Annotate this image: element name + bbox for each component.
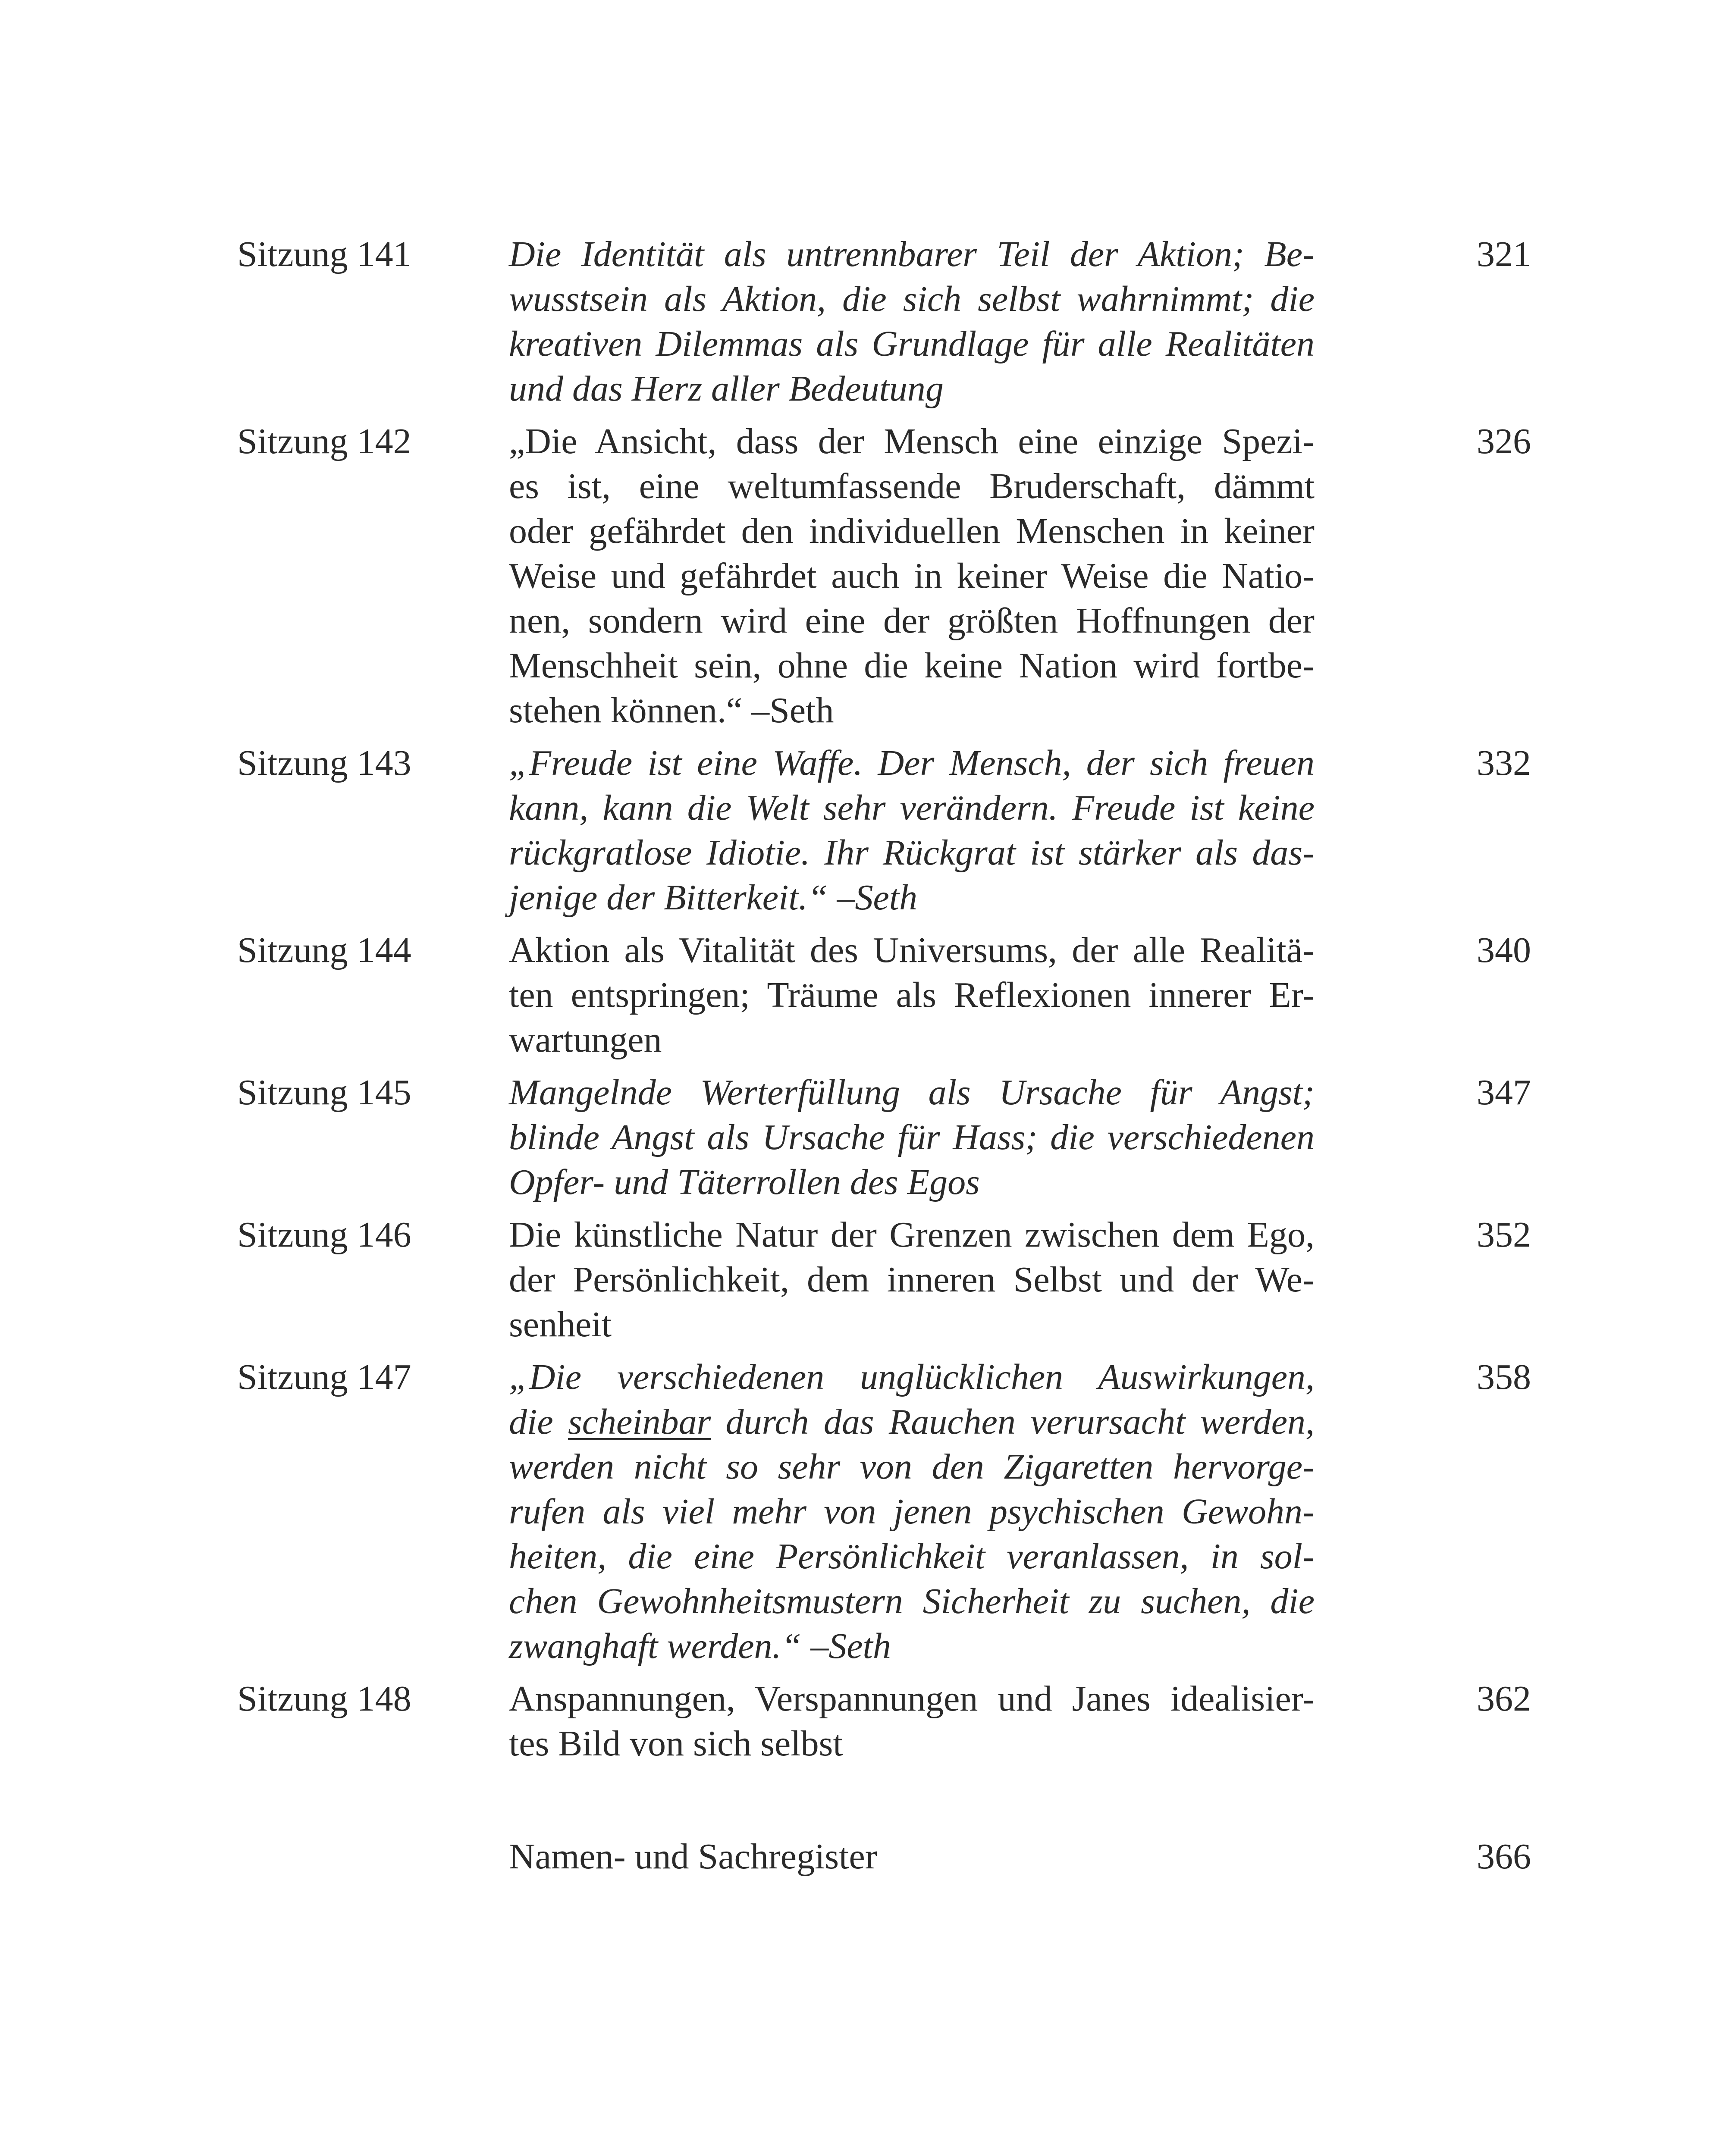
session-label: Sitzung 141 (237, 234, 411, 274)
page-number: 352 (1477, 1215, 1531, 1255)
description-line: blinde Angst als Ursache für Hass; die verschiedenen (509, 1117, 1315, 1157)
session-description (509, 741, 1315, 920)
description-line: kann, kann die Welt sehr verändern. Freude ist keine (509, 788, 1315, 828)
description-line: Mangelnde Werterfüllung als Ursache für Angst; (509, 1072, 1315, 1112)
toc-entry-147[interactable] (237, 1355, 1531, 1669)
page-number: 321 (1477, 234, 1531, 274)
page-number: 347 (1477, 1072, 1531, 1112)
description-line: Opfer- und Täterrollen des Egos (509, 1162, 980, 1202)
session-label: Sitzung 142 (237, 421, 411, 461)
description-line: Aktion als Vitalität des Universums, der alle Realitä- (509, 930, 1315, 970)
session-label: Sitzung 146 (237, 1215, 411, 1255)
description-line: heiten, die eine Persönlichkeit veranlassen, in sol- (509, 1536, 1315, 1576)
description-line: und das Herz aller Bedeutung (509, 369, 944, 409)
page-number: 340 (1477, 930, 1531, 970)
description-line: Weise und gefährdet auch in keiner Weise die Natio- (509, 556, 1315, 596)
session-description (509, 1355, 1315, 1669)
session-label-empty (237, 1834, 509, 1879)
session-description (509, 928, 1315, 1062)
description-line: Menschheit sein, ohne die keine Nation wird fortbe- (509, 646, 1315, 686)
description-line: nen, sondern wird eine der größten Hoffnungen der (509, 601, 1315, 641)
description-line: oder gefährdet den individuellen Menschen in keiner (509, 511, 1315, 551)
session-label: Sitzung 148 (237, 1679, 411, 1719)
page-number: 366 (1477, 1836, 1531, 1877)
description-line: zwanghaft werden.“ –Seth (509, 1626, 891, 1666)
session-description (509, 419, 1315, 733)
index-title-text: Namen- und Sachregister (509, 1836, 877, 1877)
session-label: Sitzung 147 (237, 1357, 411, 1397)
session-description (509, 1213, 1315, 1347)
description-line: wartungen (509, 1020, 662, 1060)
session-description (509, 232, 1315, 411)
toc-entry-146[interactable] (237, 1213, 1531, 1347)
section-spacer (237, 1774, 1531, 1834)
toc-entry-index[interactable] (237, 1834, 1531, 1879)
index-title (509, 1834, 1315, 1879)
description-line: chen Gewohnheitsmustern Sicherheit zu suchen, die (509, 1581, 1315, 1621)
page-number: 362 (1477, 1679, 1531, 1719)
description-line: Die künstliche Natur der Grenzen zwischen dem Ego, (509, 1215, 1315, 1255)
description-line: rückgratlose Idiotie. Ihr Rückgrat ist stärker als das- (509, 833, 1315, 873)
session-label: Sitzung 144 (237, 930, 411, 970)
description-line: Anspannungen, Verspannungen und Janes idealisier- (509, 1679, 1315, 1719)
description-line: tes Bild von sich selbst (509, 1724, 843, 1764)
session-label: Sitzung 145 (237, 1072, 411, 1112)
description-line: stehen können.“ –Seth (509, 690, 834, 730)
description-line: ten entspringen; Träume als Reflexionen innerer Er- (509, 975, 1315, 1015)
description-line: werden nicht so sehr von den Zigaretten hervorge- (509, 1447, 1315, 1487)
description-line: Die Identität als untrennbarer Teil der Aktion; Be- (509, 234, 1315, 274)
page-number: 326 (1477, 421, 1531, 461)
session-description (509, 1677, 1315, 1766)
description-line: „Freude ist eine Waffe. Der Mensch, der sich freuen (509, 743, 1315, 783)
description-line: es ist, eine weltumfassende Bruderschaft, dämmt (509, 466, 1315, 506)
description-line: „Die verschiedenen unglücklichen Auswirkungen, (509, 1357, 1315, 1397)
toc-entry-142[interactable] (237, 419, 1531, 733)
description-line: kreativen Dilemmas als Grundlage für alle Realitäten (509, 324, 1315, 364)
session-label: Sitzung 143 (237, 743, 411, 783)
table-of-contents (237, 232, 1531, 1887)
description-line: senheit (509, 1304, 612, 1344)
description-line: die scheinbar durch das Rauchen verursacht werden, (509, 1402, 1315, 1442)
description-line: rufen als viel mehr von jenen psychischen Gewohn- (509, 1492, 1315, 1532)
toc-entry-144[interactable] (237, 928, 1531, 1062)
description-line: wusstsein als Aktion, die sich selbst wahrnimmt; die (509, 279, 1315, 319)
toc-entry-145[interactable] (237, 1070, 1531, 1205)
session-description (509, 1070, 1315, 1205)
toc-entry-148[interactable] (237, 1677, 1531, 1766)
page-number: 358 (1477, 1357, 1531, 1397)
underlined-word: scheinbar (568, 1402, 711, 1442)
description-line: der Persönlichkeit, dem inneren Selbst und der We- (509, 1260, 1315, 1300)
toc-entry-143[interactable] (237, 741, 1531, 920)
toc-entry-141[interactable] (237, 232, 1531, 411)
page-number: 332 (1477, 743, 1531, 783)
description-line: jenige der Bitterkeit.“ –Seth (509, 877, 918, 918)
description-line: „Die Ansicht, dass der Mensch eine einzige Spezi- (509, 421, 1315, 461)
